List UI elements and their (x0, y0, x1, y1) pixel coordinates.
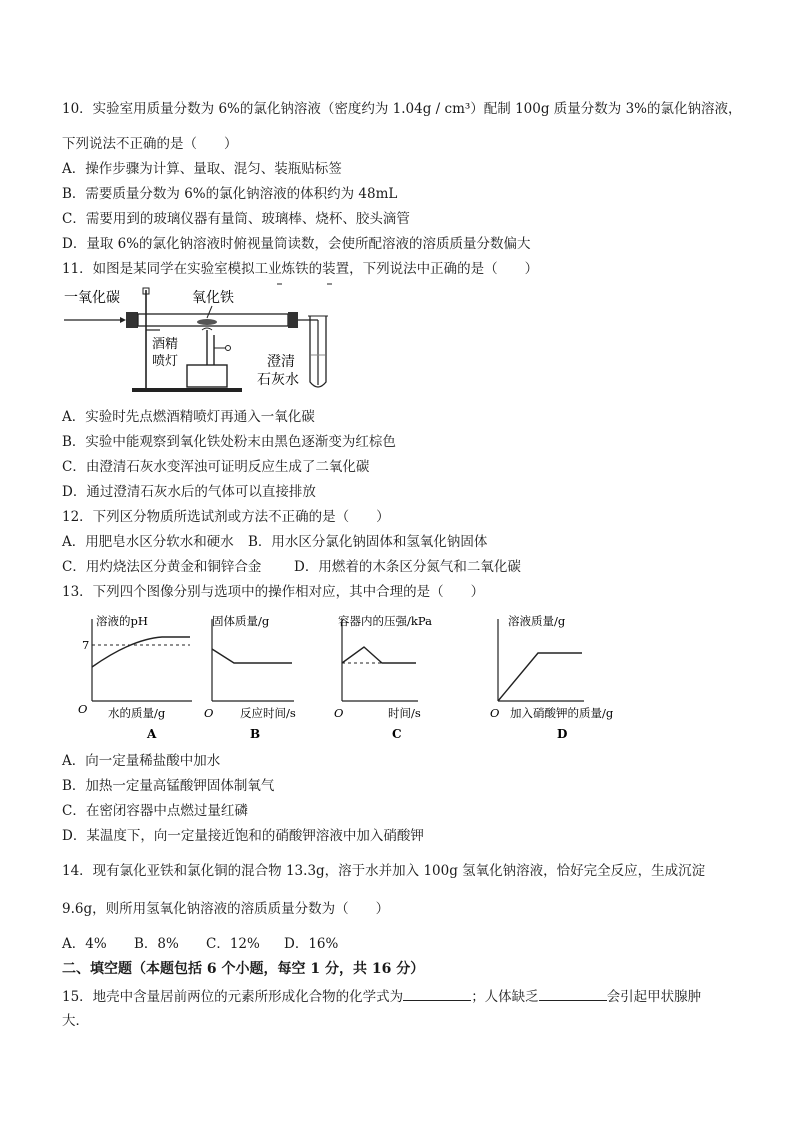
q13-stem: 13．下列四个图像分别与选项中的操作相对应，其中合理的是（ ） (62, 584, 485, 600)
section2-title: 二、填空题（本题包括 6 个小题，每空 1 分，共 16 分） (62, 961, 425, 977)
q12-option-d: D．用燃着的木条区分氮气和二氧化碳 (294, 559, 521, 575)
q13-graph-c-xlabel: 时间/s (388, 706, 421, 720)
q13-graph-b-letter: B (250, 727, 261, 741)
q11-label-fe2o3: 氧化铁 (192, 290, 234, 306)
q11-option-a: A．实验时先点燃酒精喷灯再通入一氧化碳 (62, 409, 315, 425)
q14-stem-line2: 9.6g，则所用氢氧化钠溶液的溶质质量分数为（ ） (62, 901, 390, 917)
q14-stem-line1: 14．现有氯化亚铁和氯化铜的混合物 13.3g，溶于水并加入 100g 氢氧化钠溶液，恰好完全反应，生成沉淀 (62, 863, 706, 879)
q13-option-c: C．在密闭容器中点燃过量红磷 (62, 803, 248, 819)
q13-graph-a-xlabel: 水的质量/g (108, 706, 166, 720)
q15-line2: 大． (62, 1013, 89, 1029)
q10-stem-line2: 下列说法不正确的是（ ） (62, 136, 238, 152)
q10-option-c: C．需要用到的玻璃仪器有量筒、玻璃棒、烧杯、胶头滴管 (62, 211, 410, 227)
q13-graph-c-origin: O (334, 706, 344, 720)
q13-graph-b-ylabel: 固体质量/g (212, 614, 270, 628)
q13-graph-b-origin: O (204, 706, 214, 720)
q15-text-3: 会引起甲状腺肿 (606, 989, 702, 1005)
q13-graph-a-mark: 7 (82, 638, 90, 652)
q11-label-lamp-1: 酒精 (152, 337, 179, 352)
q13-graph-b-xlabel: 反应时间/s (240, 706, 296, 720)
q14-option-d: D．16% (284, 936, 339, 952)
q13-graph-d-xlabel: 加入硝酸钾的质量/g (510, 706, 614, 720)
q11-apparatus-figure (62, 280, 352, 400)
q13-graph-a (78, 614, 192, 741)
q15-blank-1[interactable] (403, 986, 471, 1001)
q12-option-c: C．用灼烧法区分黄金和铜锌合金 (62, 559, 262, 575)
q13-option-d: D．某温度下，向一定量接近饱和的硝酸钾溶液中加入硝酸钾 (62, 828, 424, 844)
q15-blank-2[interactable] (539, 986, 607, 1001)
q12-option-a: A．用肥皂水区分软水和硬水 (62, 534, 234, 550)
q11-option-b: B．实验中能观察到氧化铁处粉末由黑色逐渐变为红棕色 (62, 434, 396, 450)
q13-graph-c (334, 614, 432, 741)
q10-option-d: D．量取 6%的氯化钠溶液时俯视量筒读数，会使所配溶液的溶质质量分数偏大 (62, 236, 531, 252)
q15-line1 (62, 986, 701, 1006)
q13-graph-d (490, 614, 614, 741)
q13-graph-d-ylabel: 溶液质量/g (508, 614, 566, 628)
q13-graph-a-origin: O (78, 702, 88, 716)
q11-label-limewater-2: 石灰水 (257, 372, 299, 388)
q15-text-1: 15．地壳中含量居前两位的元素所形成化合物的化学式为 (62, 989, 404, 1005)
q13-graphs-figure (62, 603, 662, 748)
q11-stem: 11．如图是某同学在实验室模拟工业炼铁的装置，下列说法中正确的是（ ） (62, 261, 539, 277)
q13-option-a: A．向一定量稀盐酸中加水 (62, 753, 221, 769)
q13-graph-a-letter: A (147, 727, 157, 741)
q14-option-a: A．4% (62, 936, 107, 952)
q15-text-2: ；人体缺乏 (471, 989, 539, 1005)
q13-graph-a-ylabel: 溶液的pH (96, 614, 148, 628)
q12-stem: 12．下列区分物质所选试剂或方法不正确的是（ ） (62, 509, 390, 525)
q11-option-c: C．由澄清石灰水变浑浊可证明反应生成了二氧化碳 (62, 459, 370, 475)
q13-option-b: B．加热一定量高锰酸钾固体制氧气 (62, 778, 275, 794)
q13-graph-c-ylabel: 容器内的压强/kPa (338, 614, 432, 628)
q11-label-co: 一氧化碳 (64, 290, 120, 306)
q14-option-b: B．8% (134, 936, 179, 952)
q14-option-c: C．12% (206, 936, 260, 952)
q10-option-b: B．需要质量分数为 6%的氯化钠溶液的体积约为 48mL (62, 186, 398, 202)
q11-label-limewater-1: 澄清 (267, 354, 295, 370)
q12-option-b: B．用水区分氯化钠固体和氢氧化钠固体 (248, 534, 488, 550)
q10-stem-line1: 10．实验室用质量分数为 6%的氯化钠溶液（密度约为 1.04g / cm³）配制 100g 质量分数为 3%的氯化钠溶液， (62, 101, 742, 117)
q10-option-a: A．操作步骤为计算、量取、混匀、装瓶贴标签 (62, 161, 342, 177)
q13-graph-b (204, 614, 296, 741)
q13-graph-d-origin: O (490, 706, 500, 720)
q11-label-lamp-2: 喷灯 (152, 354, 179, 369)
q13-graph-c-letter: C (392, 727, 402, 741)
q11-option-d: D．通过澄清石灰水后的气体可以直接排放 (62, 484, 316, 500)
q13-graph-d-letter: D (557, 727, 568, 741)
